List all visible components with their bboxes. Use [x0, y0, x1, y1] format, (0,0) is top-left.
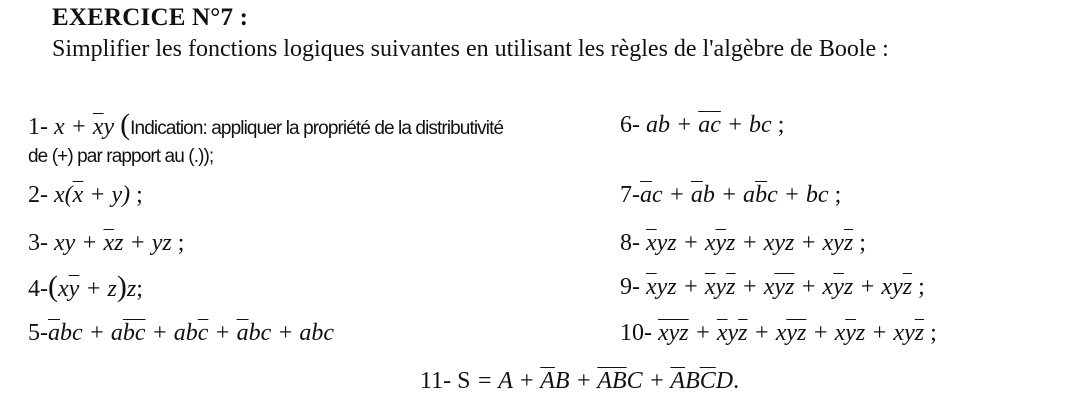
expression-2: $x(\overline{x} + y)$: [54, 182, 131, 208]
expression-9: $\overline{x}yz + \overline{x}y\overline{z} + x\overline{yz} + x\overline{y}z + xy\overline{z}$: [646, 274, 913, 300]
expression-4: $(x\overline{y} + z)z$: [48, 270, 137, 303]
function-3: [28, 228, 184, 258]
function-2: [28, 180, 143, 210]
item-suffix: .: [733, 368, 740, 394]
item-suffix: ;: [777, 112, 785, 138]
item-number: 10-: [620, 320, 652, 346]
expression-1: $x + \overline{x}y$: [54, 114, 115, 140]
hint-text-line1: Indication: appliquer la propriété de la distributivité: [130, 118, 504, 139]
hint-open-paren: (: [120, 108, 131, 141]
item-suffix: ;: [859, 230, 866, 256]
item-number: 7-: [620, 182, 640, 208]
item-number: 8-: [620, 230, 640, 256]
item-suffix: ;: [834, 182, 842, 208]
expression-7: $\overline{a}c + \overline{a}b + a\overline{b}c$ + bc: [640, 182, 829, 208]
item-number: 5-: [28, 320, 48, 346]
hint-text-line2: de (+) par rapport au (.));: [28, 146, 214, 167]
item-number: 11-: [420, 368, 452, 394]
expression-3: xy + $\overline{x}z$ + yz: [54, 230, 172, 256]
item-number: 6-: [620, 112, 640, 138]
item-suffix: ;: [136, 276, 143, 302]
item-suffix: ;: [177, 230, 185, 256]
function-1: [28, 110, 503, 144]
item-suffix: ;: [918, 274, 925, 300]
expression-6: ab + $\overline{a}\overline{c}$ + bc: [646, 112, 772, 138]
function-11: [420, 366, 739, 396]
function-9: [620, 272, 925, 302]
function-8: [620, 228, 866, 258]
item-number: 1-: [28, 114, 48, 140]
expression-8: $\overline{x}yz + x\overline{y}z$ + xyz + $xy\overline{z}$: [646, 230, 854, 256]
item-number: 2-: [28, 182, 48, 208]
item-number: 3-: [28, 230, 48, 256]
item-suffix: ;: [136, 182, 143, 208]
expression-5: $\overline{a}bc + a\overline{bc} + ab\overline{c} + \overline{a}bc$ + abc: [48, 320, 335, 346]
expression-11: $S = A + \overline{A}B + \overline{AB}C + \overline{A}B\overline{C}D$: [457, 368, 734, 394]
exercise-title: EXERCICE N°7 :: [52, 4, 249, 31]
exercise-instruction: Simplifier les fonctions logiques suivantes en utilisant les règles de l'algèbre de Boole :: [52, 36, 889, 62]
item-number: 4-: [28, 276, 48, 302]
expression-10: $\overline{xyz} + \overline{x}y\overline{z} + x\overline{yz} + x\overline{y}z + xy\overline{z}$: [658, 320, 925, 346]
function-10: [620, 318, 937, 348]
function-7: [620, 180, 841, 210]
function-6: [620, 110, 784, 140]
item-number: 9-: [620, 274, 640, 300]
function-5: [28, 318, 334, 348]
function-4: [28, 272, 143, 304]
item-suffix: ;: [930, 320, 937, 346]
